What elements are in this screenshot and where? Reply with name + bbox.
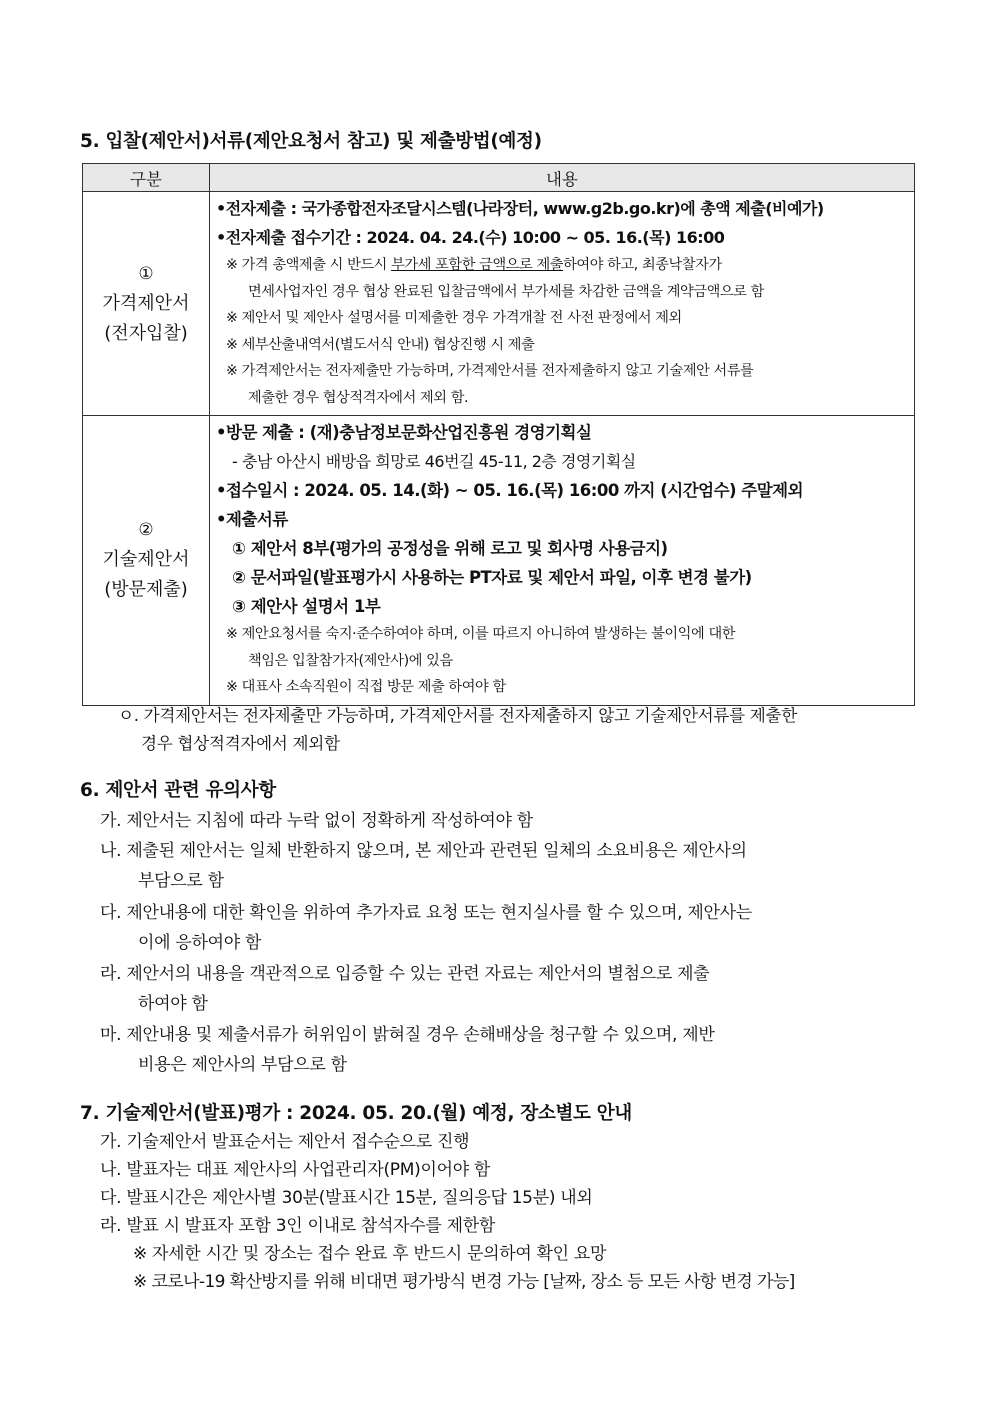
- row1-note4: ※ 가격제안서는 전자제출만 가능하며, 가격제안서를 전자제출하지 않고 기술제안 서류를: [226, 363, 754, 379]
- row2-doc1: ① 제안서 8부(평가의 공정성을 위해 로고 및 회사명 사용금지): [232, 539, 668, 558]
- row2-line4: •제출서류: [216, 510, 288, 529]
- section-7-item-d: 라. 발표 시 발표자 포함 3인 이내로 참석자수를 제한함: [100, 1216, 496, 1236]
- section-7-item-a: 가. 기술제안서 발표순서는 제안서 접수순으로 진행: [100, 1132, 470, 1152]
- row1-category-name: 가격제안서: [102, 292, 190, 314]
- section-6-title: 6. 제안서 관련 유의사항: [80, 780, 276, 801]
- section-7-title: 7. 기술제안서(발표)평가 : 2024. 05. 20.(월) 예정, 장소별도 안내: [80, 1103, 632, 1124]
- row1-line1: •전자제출 : 국가종합전자조달시스템(나라장터, www.g2b.go.kr)에 총액 제출(비예가): [216, 199, 824, 218]
- row1-note3: ※ 세부산출내역서(별도서식 안내) 협상진행 시 제출: [226, 336, 535, 353]
- table-row: [83, 416, 915, 706]
- row2-note1: ※ 제안요청서를 숙지·준수하여야 하며, 이를 따르지 아니하여 발생하는 불이익에 대한: [226, 626, 736, 642]
- section-6-item-d: 라. 제안서의 내용을 객관적으로 입증할 수 있는 관련 자료는 제안서의 별첨으로 제출: [100, 964, 710, 984]
- row2-number: ②: [138, 520, 154, 541]
- row2-doc2: ② 문서파일(발표평가시 사용하는 PT자료 및 제안서 파일, 이후 변경 불가): [232, 568, 752, 587]
- section-5-title: 5. 입찰(제안서)서류(제안요청서 참고) 및 제출방법(예정): [80, 131, 542, 152]
- row1-content: [210, 192, 915, 416]
- submission-table: [82, 163, 915, 706]
- row1-number: ①: [138, 263, 154, 284]
- section-6-item-e-cont: 비용은 제안사의 부담으로 함: [138, 1055, 347, 1075]
- section-6-item-c: 다. 제안내용에 대한 확인을 위하여 추가자료 요청 또는 현지실사를 할 수 있으며, 제안사는: [100, 903, 752, 923]
- row2-line3: •접수일시 : 2024. 05. 14.(화) ~ 05. 16.(목) 16:00 까지 (시간엄수) 주말제외: [216, 481, 804, 500]
- row1-line2: •전자제출 접수기간 : 2024. 04. 24.(수) 10:00 ~ 05. 16.(목) 16:00: [216, 228, 725, 247]
- section-7-note-1: ※ 자세한 시간 및 장소는 접수 완료 후 반드시 문의하여 확인 요망: [133, 1244, 607, 1264]
- row1-category-method: (전자입찰): [104, 322, 188, 344]
- row2-category: [83, 416, 210, 706]
- section-7-note-2: ※ 코로나-19 확산방지를 위해 비대면 평가방식 변경 가능 [날짜, 장소 등 모든 사항 변경 가능]: [133, 1272, 795, 1292]
- row2-note1-cont: 책임은 입찰참가자(제안사)에 있음: [248, 652, 453, 669]
- row1-category: [83, 192, 210, 416]
- row2-line1: •방문 제출 : (재)충남정보문화산업진흥원 경영기획실: [216, 423, 592, 442]
- header-content: 내용: [210, 164, 915, 192]
- section-6-item-b: 나. 제출된 제안서는 일체 반환하지 않으며, 본 제안과 관련된 일체의 소요비용은 제안사의: [100, 841, 747, 861]
- row2-content: [210, 416, 915, 706]
- section-6-item-b-cont: 부담으로 함: [138, 871, 224, 891]
- table-row: [83, 192, 915, 416]
- section-6-item-e: 마. 제안내용 및 제출서류가 허위임이 밝혀질 경우 손해배상을 청구할 수 있으며, 제반: [100, 1025, 715, 1045]
- row1-note1: [216, 252, 908, 279]
- row1-note4-cont: 제출한 경우 협상적격자에서 제외 함.: [248, 389, 469, 406]
- header-category: 구분: [83, 164, 210, 192]
- section-7-item-c: 다. 발표시간은 제안사별 30분(발표시간 15분, 질의응답 15분) 내외: [100, 1188, 593, 1208]
- section-6-item-d-cont: 하여야 함: [138, 994, 208, 1014]
- row2-note2: ※ 대표사 소속직원이 직접 방문 제출 하여야 함: [226, 679, 506, 695]
- section-5-note-cont: 경우 협상적격자에서 제외함: [141, 734, 340, 753]
- row2-doc3: ③ 제안사 설명서 1부: [232, 597, 381, 616]
- row1-note1-cont: 면세사업자인 경우 협상 완료된 입찰금액에서 부가세를 차감한 금액을 계약금액으로 함: [248, 283, 764, 300]
- section-7-item-b: 나. 발표자는 대표 제안사의 사업관리자(PM)이어야 함: [100, 1160, 491, 1180]
- row2-category-method: (방문제출): [104, 579, 188, 601]
- section-5-note: ㅇ. 가격제안서는 전자제출만 가능하며, 가격제안서를 전자제출하지 않고 기술제안서류를 제출한: [118, 706, 797, 725]
- row1-note1-a: ※ 가격 총액제출 시 반드시: [226, 257, 392, 273]
- table-header-row: [83, 164, 915, 192]
- row2-category-name: 기술제안서: [102, 549, 190, 571]
- section-6-item-c-cont: 이에 응하여야 함: [138, 933, 262, 953]
- row1-note1-b: 하여야 하고, 최종낙찰자가: [563, 257, 722, 273]
- row1-note1-underline: 부가세 포함한 금액으로 제출: [391, 257, 564, 273]
- row2-line2: - 충남 아산시 배방읍 희망로 46번길 45-11, 2층 경영기획실: [232, 452, 636, 471]
- section-6-item-a: 가. 제안서는 지침에 따라 누락 없이 정확하게 작성하여야 함: [100, 811, 533, 831]
- row1-note2: ※ 제안서 및 제안사 설명서를 미제출한 경우 가격개찰 전 사전 판정에서 제외: [226, 310, 682, 326]
